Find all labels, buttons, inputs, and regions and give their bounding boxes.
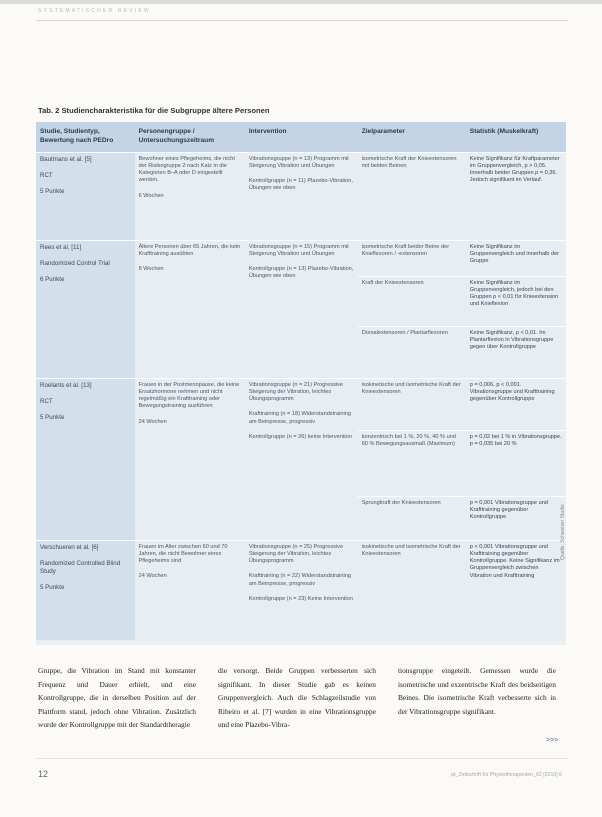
intervention-text: Krafttraining (n = 22) Widerstandstraining am Beinpresse, progressiv [248,573,351,587]
footer-rule [36,758,568,759]
parameter-cell: Dorsalextensoren / Plantarflexoren [358,326,466,378]
study-name: Rees et al. [11] [40,243,82,251]
study-score: 5 Punkte [40,187,65,195]
parameter-cell: Kraft der Knieextensoren [358,276,466,326]
study-table [36,122,566,645]
parameter-cell: isometrische Kraft der Knieextensoren mit beiden Beinen [358,152,466,240]
body-column-3: tionsgruppe eingeteilt. Gemessen wurde die isometrische und exzentrische Kraft des beidseitigen Beines. Die isometrische Kraft verbesserte sich in der Vibrationsgruppe signifikant. [398,666,556,716]
header-parameters: Zielparameter [358,122,466,152]
parameter-cell: isometrische Kraft beider Beine der Knieflexoren / -extensoren [358,240,466,276]
body-column-2: die versorgt. Beide Gruppen verbesserten sich signifikant. In dieser Studie gab es keinen Gruppenvergleich. Auch die Schlagzeilstudie von Ribeiro et al. [7] wurden in eine Vibrationsgruppe und eine Plazebo-Vibra- [218,666,376,729]
section-header-label: SYSTEMATISCHER REVIEW [38,8,151,14]
population-cell [135,152,245,240]
header-rule [36,20,568,21]
header-population: Personengruppe / Untersuchungszeitraum [135,122,245,152]
statistic-cell: Keine Signifikanz, p < 0,01. Im Plantarflexion in Vibrationsgruppe gegen über Kontrollgruppe [466,326,566,378]
study-cell [36,240,135,378]
intervention-cell [245,378,358,540]
table-title: Tab. 2 Studiencharakteristika für die Subgruppe ältere Personen [38,106,270,115]
parameter-cell: isokinetische und isometrische Kraft der Knieextensoren [358,378,466,430]
study-name: Bautmans et al. [5] [40,155,92,163]
population-cell [135,378,245,540]
statistic-cell: p = 0,006, p < 0,001. Vibrationsgruppe und Krafttraining gegenüber Kontrollgruppe [466,378,566,430]
study-duration: 24 Wochen [138,418,167,425]
intervention-cell [245,152,358,240]
study-type: RCT [40,397,53,405]
population-text: Frauen im Alter zwischen 60 und 70 Jahren, die nicht Bewohner eines Pflegeheims sind [138,543,228,565]
page-number: 12 [38,769,49,779]
top-bar [0,0,602,4]
population-text: Ältere Personen über 65 Jahren, die kein Krafttraining ausübten [138,243,241,257]
study-type: RCT [40,171,53,179]
study-name: Verschueren et al. [6] [40,543,99,551]
population-text: Bewohner eines Pflegeheims, die nicht der Risikogruppe 2 nach Katz in die Kategorien B–A oder D eingestellt werden. [138,155,235,184]
parameter-cell: konzentrisch bei 1 %, 20 %, 40 % und 60 % Bewegungsausmaß (Maximum) [358,430,466,496]
header-statistics: Statistik (Muskelkraft) [466,122,566,152]
population-cell [135,540,245,640]
table-header-row [36,122,566,152]
study-duration: 6 Wochen [138,192,164,199]
intervention-text: Vibrationsgruppe (n = 13) Programm mit Steigerung Vibration und Übungen [248,155,349,169]
header-study: Studie, Studientyp, Bewertung nach PEDro [36,122,135,152]
table-row [36,240,566,276]
statistic-cell: Keine Signifikanz im Gruppenvergleich, jedoch bei den Gruppen p < 0,01 für Knieextension und Knieflexion [466,276,566,326]
intervention-text: Vibrationsgruppe (n = 25) Progressive Steigerung der Vibration, leichtes Übungsprogramm [248,543,344,565]
study-type: Randomized Controlled Blind Study [40,559,121,575]
parameter-cell: isokinetische und isometrische Kraft der Knieextensoren [358,540,466,640]
journal-footer: pt_Zeitschrift für Physiotherapeuten_62 [2010] 6 [451,772,562,778]
table-row [36,540,566,640]
study-name: Roelants et al. [13] [40,381,92,389]
statistic-cell: Keine Signifikanz im Gruppenvergleich und innerhalb der Gruppe [466,240,566,276]
intervention-text: Kontrollgruppe (n = 26) keine Intervention [248,433,352,440]
study-duration: 24 Wochen [138,573,167,580]
study-cell [36,378,135,540]
study-cell [36,152,135,240]
statistic-cell: p < 0,001 Vibrationsgruppe und Krafttraining gegenüber Kontrollgruppe. Keine Signifikanz im Gruppenvergleich zwischen Vibration und Krafttraining [466,540,566,640]
intervention-text: Krafttraining (n = 18) Widerstandstraining am Beinpresse, progressiv [248,411,351,425]
study-score: 5 Punkte [40,413,65,421]
continue-arrow: >>> [546,737,559,744]
population-cell [135,240,245,378]
intervention-text: Vibrationsgruppe (n = 21) Progressive Steigerung der Vibration, leichtes Übungsprogramm [248,381,344,403]
table-row [36,378,566,430]
statistic-cell: Keine Signifikanz für Kraftparameter im Gruppenvergleich, p > 0,05. Innerhalb beider Gruppen p = 0,36. Jedoch signifikant im Verlauf. [466,152,566,240]
statistic-cell: p = 0,001 Vibrationsgruppe und Krafttraining gegenüber Kontrollgruppe [466,496,566,540]
statistic-cell: p = 0,02 bei 1 % in Vibrationsgruppe. p = 0,035 bei 20 % [466,430,566,496]
intervention-text: Vibrationsgruppe (n = 15) Programm mit Steigerung Vibration und Übungen [248,243,349,257]
study-score: 5 Punkte [40,583,65,591]
intervention-text: Kontrollgruppe (n = 11) Plazebo-Vibration, Übungen wie oben [248,178,353,192]
intervention-text: Kontrollgruppe (n = 23) Keine Intervention [248,595,353,602]
population-text: Frauen in der Postmenopause, die keine Ersatzhormone nehmen und nicht regelmäßig ein Krafttraining oder Bewegungstraining ausführen [138,381,240,410]
intervention-cell [245,240,358,378]
study-cell [36,540,135,640]
intervention-text: Kontrollgruppe (n = 13) Plazebo-Vibration, Übungen wie oben [248,266,354,280]
study-duration: 8 Wochen [138,266,164,273]
parameter-cell: Sprungkraft der Knieextensoren [358,496,466,540]
table-row [36,152,566,240]
header-intervention: Intervention [245,122,358,152]
study-score: 6 Punkte [40,275,65,283]
body-column-1: Gruppe, die Vibration im Stand mit konstanter Frequenz und Dauer erhielt, und eine Kontrollgruppe, die in derselben Position auf der Plattform stand, jedoch ohne Vibration. Zusätzlich wurde der Kontrollgruppe mit der Standardtheragie [38,666,196,729]
image-credit: Quelle: Schweizer Studie [560,504,566,560]
intervention-cell [245,540,358,640]
study-type: Randomized Control Trial [40,259,110,267]
